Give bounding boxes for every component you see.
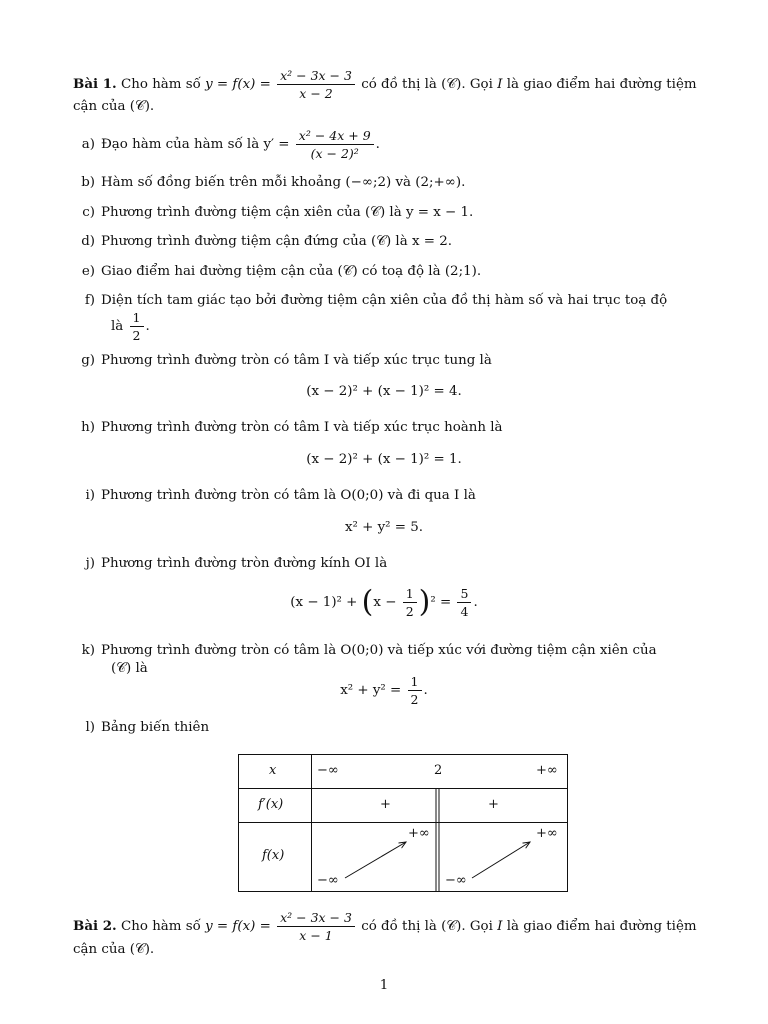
item-g-formula: (x − 2)² + (x − 1)² = 4. — [306, 384, 462, 399]
bai1-title: Bài 1. — [73, 76, 117, 92]
f-right-bottom: −∞ — [445, 873, 467, 888]
item-d: d) Phương trình đường tiệm cận đứng của (𝒞) là x = 2. — [81, 234, 453, 249]
item-a: a) Đạo hàm của hàm số là y′ = $\frac{\text{x² − 4x + 9}}{\text{(x − 2)²}}$ . — [81, 128, 380, 161]
item-k-line2: (𝒞) là — [111, 661, 148, 676]
item-c: c) Phương trình đường tiệm cận xiên của (𝒞) là y = x − 1. — [82, 205, 474, 220]
item-i: i) Phương trình đường tròn có tâm là O(0;0) và đi qua I là — [85, 488, 476, 503]
item-h: h) Phương trình đường tròn có tâm I và tiếp xúc trục hoành là — [81, 420, 503, 435]
item-b: b) Hàm số đồng biến trên mỗi khoảng (−∞;2) và (2;+∞). — [81, 175, 466, 190]
row-x-label: x — [269, 763, 277, 778]
f-left-bottom: −∞ — [317, 873, 339, 888]
x-left-value: −∞ — [317, 763, 339, 778]
item-f: f) Diện tích tam giác tạo bởi đường tiệm cận xiên của đồ thị hàm số và hai trục toạ độ — [84, 293, 668, 308]
variation-table — [238, 754, 568, 892]
variation-table-grid — [238, 754, 568, 892]
item-i-formula: x² + y² = 5. — [344, 520, 424, 535]
bai2-statement: Bài 2. Cho hàm số y = f(x) = $\frac{\text{x² − 3x − 3}}{x - 1}$ có đồ thị là (𝒞). Gọi I là giao điểm hai đường tiệm — [73, 910, 697, 943]
x-right-value: +∞ — [536, 763, 558, 778]
item-k-formula: x² + y² = $\frac{1}{2}$ . — [340, 674, 428, 707]
f-right-top: +∞ — [536, 826, 558, 841]
page-number: 1 — [379, 978, 389, 993]
item-g: g) Phương trình đường tròn có tâm I và tiếp xúc trục tung là — [81, 353, 492, 368]
item-e: e) Giao điểm hai đường tiệm cận của (𝒞) có toạ độ là (2;1). — [81, 264, 482, 279]
bai1-statement: Bài 1. Cho hàm số y = f(x) = $\frac{\text{x² − 3x − 3}}{x - 2}$ có đồ thị là (𝒞). Gọi I là giao điểm hai đường tiệm — [73, 68, 697, 101]
bai2-function-fraction: $\frac{\text{x² − 3x − 3}}{x - 1}$ — [277, 910, 355, 943]
increase-arrow-right — [472, 842, 530, 878]
item-k: k) Phương trình đường tròn có tâm là O(0;0) và tiếp xúc với đường tiệm cận xiên của — [81, 643, 657, 658]
bai2-statement-line2: cận của (𝒞). — [73, 942, 155, 957]
row-fprime-label: f′(x) — [258, 797, 284, 812]
bai2-title: Bài 2. — [73, 918, 117, 934]
derivative-fraction: $\frac{\text{x² − 4x + 9}}{\text{(x − 2)²}}$ — [296, 128, 374, 161]
item-l: l) Bảng biến thiên — [85, 720, 210, 735]
bai1-function-fraction: $\frac{\text{x² − 3x − 3}}{x - 2}$ — [277, 68, 355, 101]
area-fraction: $\frac{1}{2}$ — [130, 310, 144, 343]
item-h-formula: (x − 2)² + (x − 1)² = 1. — [306, 452, 462, 467]
item-j: j) Phương trình đường tròn đường kính OI là — [85, 556, 388, 571]
sign-left: + — [380, 797, 391, 812]
x-mid-value: 2 — [434, 763, 443, 778]
increase-arrow-left — [345, 842, 406, 878]
bai1-statement-line2: cận của (𝒞). — [73, 99, 155, 114]
item-j-formula: (x − 1)² + (x − $\frac{1}{2}$ )² = $\frac{5}{4}$ . — [290, 584, 478, 620]
f-left-top: +∞ — [408, 826, 430, 841]
item-f-line2: là $\frac{1}{2}$ . — [111, 310, 150, 343]
row-f-label: f(x) — [262, 848, 285, 863]
sign-right: + — [488, 797, 499, 812]
